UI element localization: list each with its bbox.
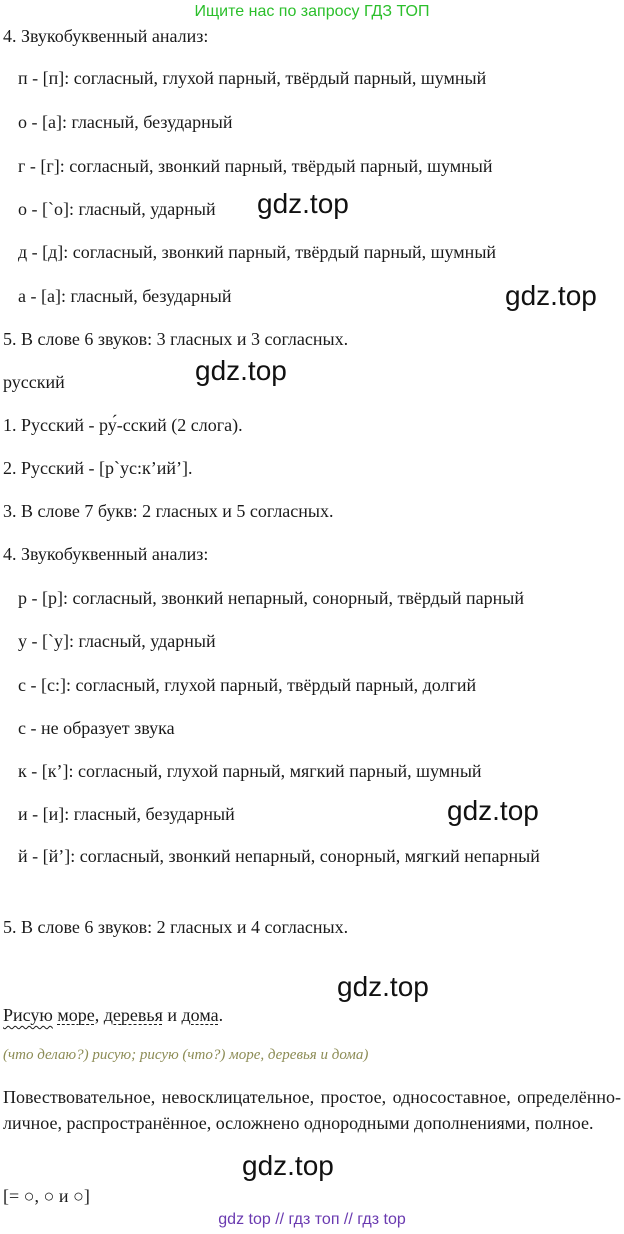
question-hint: (что делаю?) рисую; рисую (что?) море, деревья и дома)	[3, 1047, 369, 1063]
analysis-item: а - [а]: гласный, безударный	[18, 286, 232, 306]
watermark: gdz.top	[505, 280, 597, 311]
predicate-word: Рисую	[3, 1005, 53, 1025]
watermark: gdz.top	[242, 1150, 334, 1181]
sound-count-summary-1: 5. В слове 6 звуков: 3 гласных и 3 согласных.	[3, 329, 349, 349]
analysis-item: п - [п]: согласный, глухой парный, твёрдый парный, шумный	[18, 68, 487, 88]
sound-count-summary-2: 5. В слове 6 звуков: 2 гласных и 4 согласных.	[3, 917, 349, 937]
footer-links[interactable]: gdz top // гдз топ // гдз top	[218, 1211, 406, 1228]
analysis-item: у - [`у]: гласный, ударный	[18, 631, 216, 651]
syllable-line: 1. Русский - ру́-сский (2 слога).	[3, 415, 243, 435]
analysis-heading-2: 4. Звукобуквенный анализ:	[3, 544, 209, 564]
analysis-item-wrapped: й - [й’]: согласный, звонкий непарный, сонорный, мягкий непарный	[18, 846, 540, 866]
separator: ,	[94, 1005, 104, 1025]
sentence-description: Повествовательное, невосклицательное, простое, односоставное, определённо-личное, распространённое, осложнено однородными дополнениями, полное.	[3, 1087, 621, 1133]
analysis-item: с - [с:]: согласный, глухой парный, твёрдый парный, долгий	[18, 675, 477, 695]
analysis-item: с - не образует звука	[18, 718, 175, 738]
watermark: gdz.top	[337, 971, 429, 1002]
analysis-item: о - [а]: гласный, безударный	[18, 112, 233, 132]
object-word: дома	[181, 1005, 219, 1025]
analysis-item: р - [р]: согласный, звонкий непарный, сонорный, твёрдый парный	[18, 588, 524, 608]
watermark: gdz.top	[257, 188, 349, 219]
letter-count-line: 3. В слове 7 букв: 2 гласных и 5 согласных.	[3, 501, 334, 521]
watermark: gdz.top	[447, 795, 539, 826]
analysis-heading-1: 4. Звукобуквенный анализ:	[3, 26, 209, 46]
analysis-item: и - [и]: гласный, безударный	[18, 804, 235, 824]
analysis-item: к - [к’]: согласный, глухой парный, мягкий парный, шумный	[18, 761, 482, 781]
top-banner[interactable]: Ищите нас по запросу ГДЗ ТОП	[194, 3, 430, 20]
sentence-end: .	[218, 1005, 224, 1025]
object-word: море	[57, 1005, 95, 1025]
analysis-item: г - [г]: согласный, звонкий парный, твёрдый парный, шумный	[18, 156, 493, 176]
analysis-item: о - [`о]: гласный, ударный	[18, 199, 216, 219]
object-word: деревья	[103, 1005, 163, 1025]
sentence-line	[3, 1004, 223, 1026]
watermark: gdz.top	[195, 355, 287, 386]
conjunction: и	[162, 1005, 182, 1025]
word-title: русский	[3, 372, 65, 392]
transcription-line: 2. Русский - [р`ус:к’ий’].	[3, 458, 193, 478]
analysis-item: д - [д]: согласный, звонкий парный, твёрдый парный, шумный	[18, 242, 497, 262]
sentence-scheme: [= ○, ○ и ○]	[3, 1186, 90, 1206]
